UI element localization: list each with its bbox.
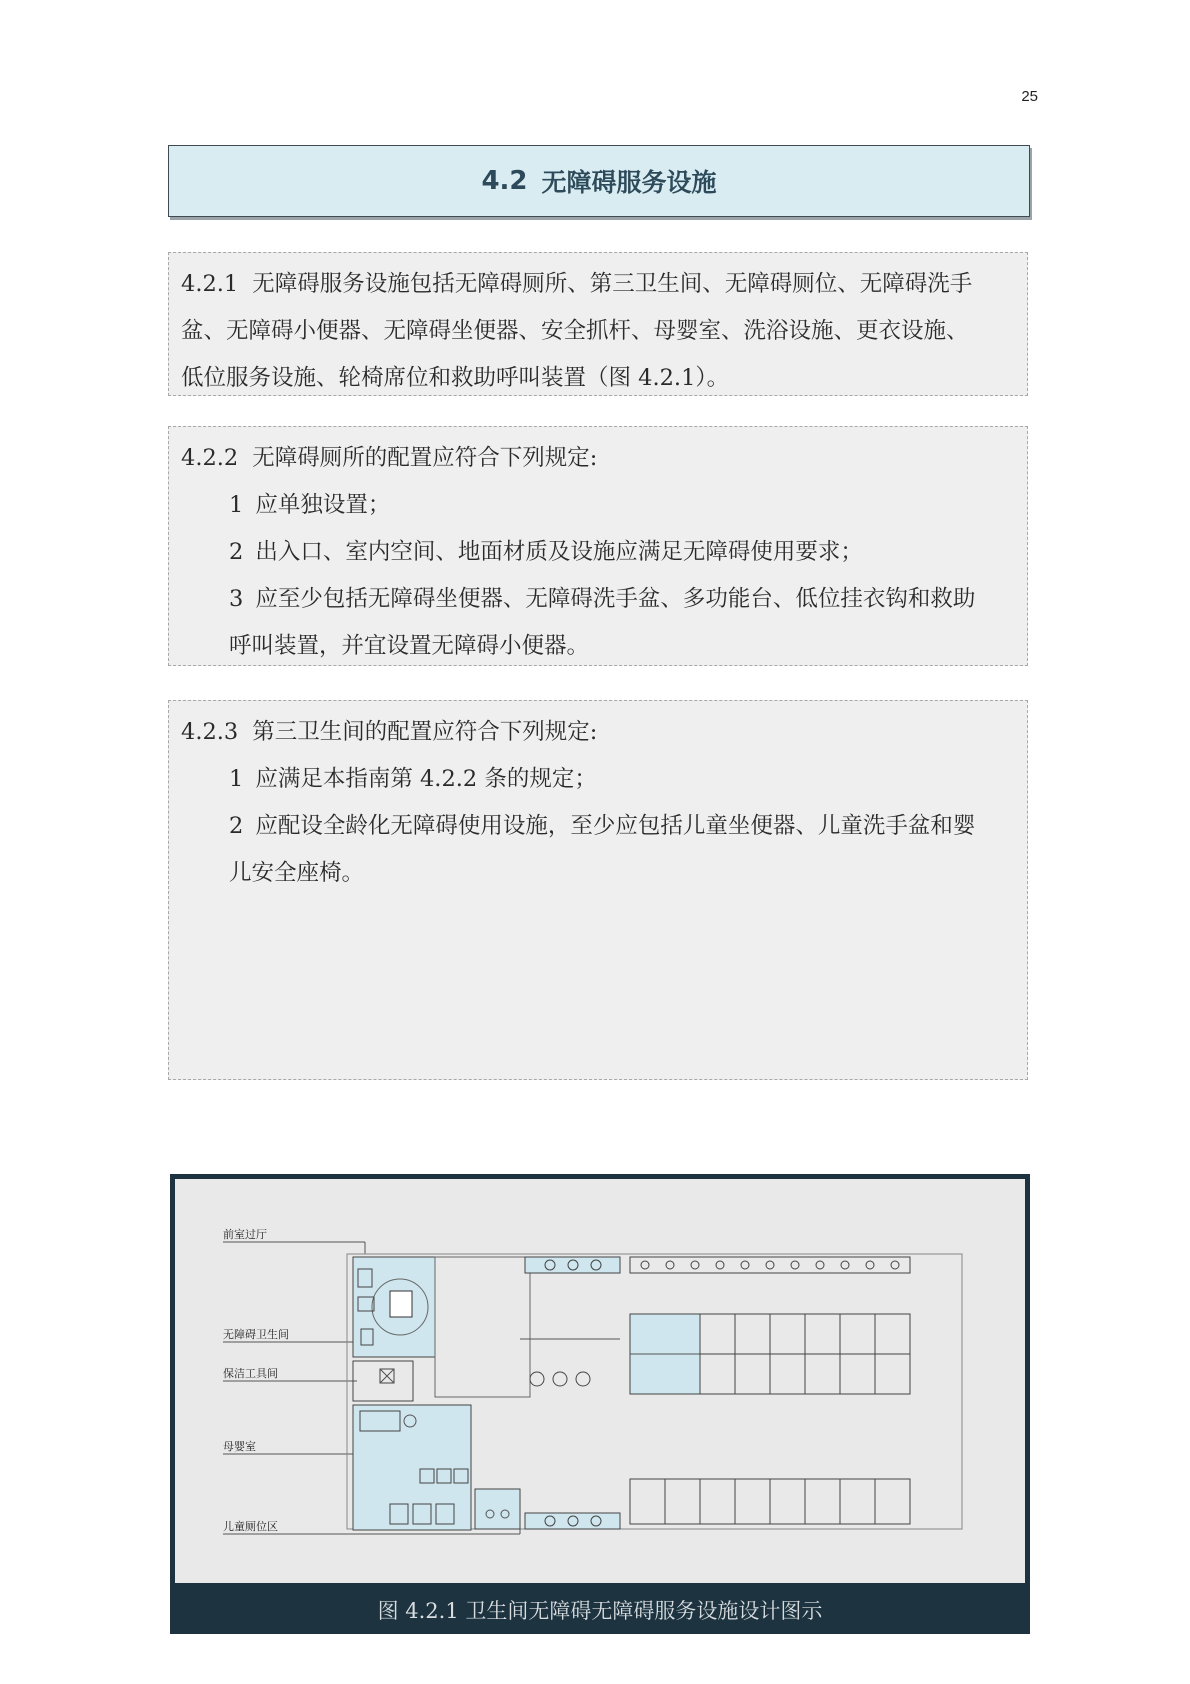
clause-heading: 无障碍厕所的配置应符合下列规定: bbox=[252, 445, 598, 471]
floor-plan-drawing bbox=[175, 1179, 1025, 1583]
section-title: 无障碍服务设施 bbox=[541, 168, 717, 197]
figure-caption: 图 4.2.1 卫生间无障碍无障碍服务设施设计图示 bbox=[377, 1599, 823, 1623]
plan-label: 保洁工具间 bbox=[223, 1367, 278, 1380]
figure-4-2-1 bbox=[170, 1174, 1030, 1634]
clause-code: 4.2.1 bbox=[181, 271, 239, 297]
clause-4-2-1 bbox=[168, 252, 1028, 396]
plan-label: 无障碍卫生间 bbox=[223, 1328, 289, 1341]
page-number: 25 bbox=[1021, 88, 1038, 105]
clause-heading: 第三卫生间的配置应符合下列规定: bbox=[252, 719, 598, 745]
clause-code: 4.2.3 bbox=[181, 719, 239, 745]
list-item: 1 应单独设置； bbox=[229, 492, 391, 518]
plan-label: 母婴室 bbox=[223, 1440, 256, 1453]
list-item: 1 应满足本指南第 4.2.2 条的规定； bbox=[229, 766, 597, 792]
clause-text-line: 低位服务设施、轮椅席位和救助呼叫装置（图 4.2.1）。 bbox=[181, 365, 730, 391]
list-item-continuation: 儿安全座椅。 bbox=[229, 860, 365, 886]
list-item: 2 应配设全龄化无障碍使用设施，至少应包括儿童坐便器、儿童洗手盆和婴 bbox=[229, 813, 976, 839]
clause-4-2-3 bbox=[168, 700, 1028, 1080]
section-header bbox=[168, 145, 1030, 217]
floor-plan bbox=[175, 1179, 1025, 1583]
section-number: 4.2 bbox=[481, 166, 528, 196]
clause-code: 4.2.2 bbox=[181, 445, 239, 471]
clause-text-line: 无障碍服务设施包括无障碍厕所、第三卫生间、无障碍厕位、无障碍洗手 bbox=[252, 271, 973, 297]
list-item-continuation: 呼叫装置，并宜设置无障碍小便器。 bbox=[229, 633, 590, 659]
list-item: 2 出入口、室内空间、地面材质及设施应满足无障碍使用要求； bbox=[229, 539, 863, 565]
clause-text-line: 盆、无障碍小便器、无障碍坐便器、安全抓杆、母婴室、洗浴设施、更衣设施、 bbox=[181, 318, 969, 344]
clause-4-2-2 bbox=[168, 426, 1028, 666]
plan-label: 儿童厕位区 bbox=[223, 1520, 278, 1533]
plan-label: 前室过厅 bbox=[223, 1228, 267, 1241]
list-item: 3 应至少包括无障碍坐便器、无障碍洗手盆、多功能台、低位挂衣钩和救助 bbox=[229, 586, 976, 612]
